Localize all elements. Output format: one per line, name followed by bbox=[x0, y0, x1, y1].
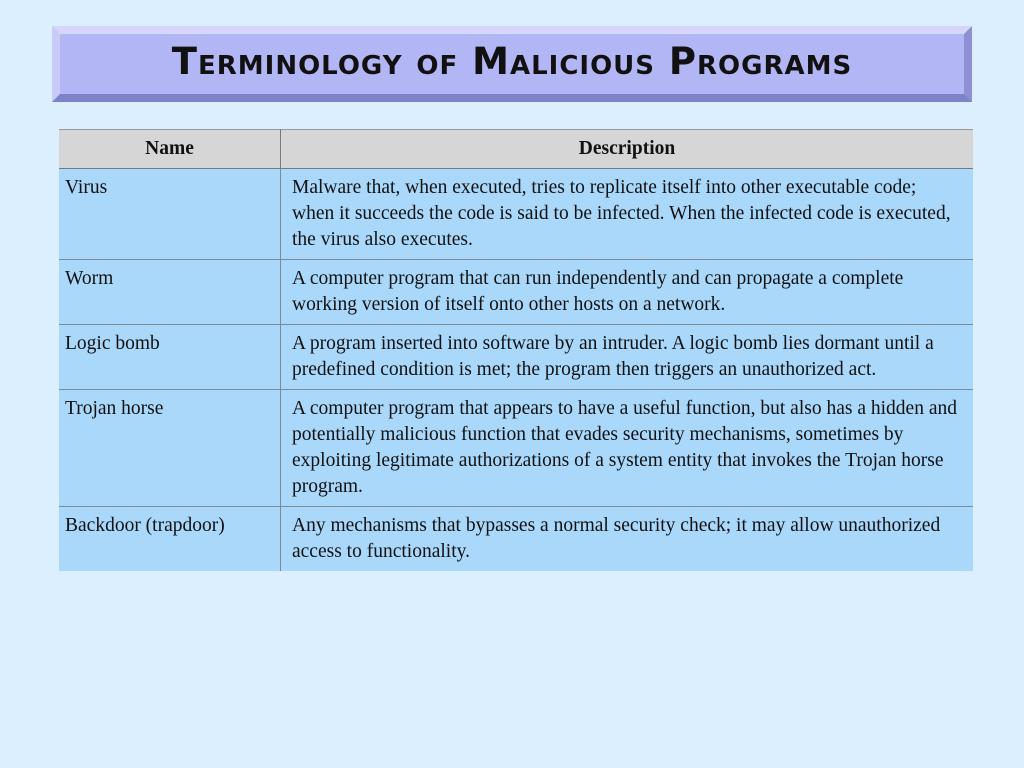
term-description: Any mechanisms that bypasses a normal security check; it may allow unauthorized access to functionality. bbox=[281, 507, 974, 572]
term-description: A computer program that can run independently and can propagate a complete working version of itself onto other hosts on a network. bbox=[281, 260, 974, 325]
column-header-name: Name bbox=[59, 130, 281, 169]
terminology-table bbox=[59, 129, 973, 571]
title-banner bbox=[52, 26, 972, 102]
term-description: A program inserted into software by an intruder. A logic bomb lies dormant until a predefined condition is met; the program then triggers an unauthorized act. bbox=[281, 325, 974, 390]
slide-title: Terminology of Malicious Programs bbox=[171, 39, 853, 83]
term-name: Virus bbox=[59, 169, 281, 260]
table-row bbox=[59, 325, 973, 390]
term-name: Backdoor (trapdoor) bbox=[59, 507, 281, 572]
term-description: A computer program that appears to have a useful function, but also has a hidden and potentially malicious function that evades security mechanisms, sometimes by exploiting legitimate authorizations of a system entity that invokes the Trojan horse program. bbox=[281, 390, 974, 507]
column-header-description: Description bbox=[281, 130, 974, 169]
table-header-row bbox=[59, 130, 973, 169]
table-row bbox=[59, 260, 973, 325]
term-description: Malware that, when executed, tries to replicate itself into other executable code; when it succeeds the code is said to be infected. When the infected code is executed, the virus also executes. bbox=[281, 169, 974, 260]
term-name: Trojan horse bbox=[59, 390, 281, 507]
table-row bbox=[59, 169, 973, 260]
term-name: Worm bbox=[59, 260, 281, 325]
table-row bbox=[59, 507, 973, 572]
term-name: Logic bomb bbox=[59, 325, 281, 390]
table-row bbox=[59, 390, 973, 507]
